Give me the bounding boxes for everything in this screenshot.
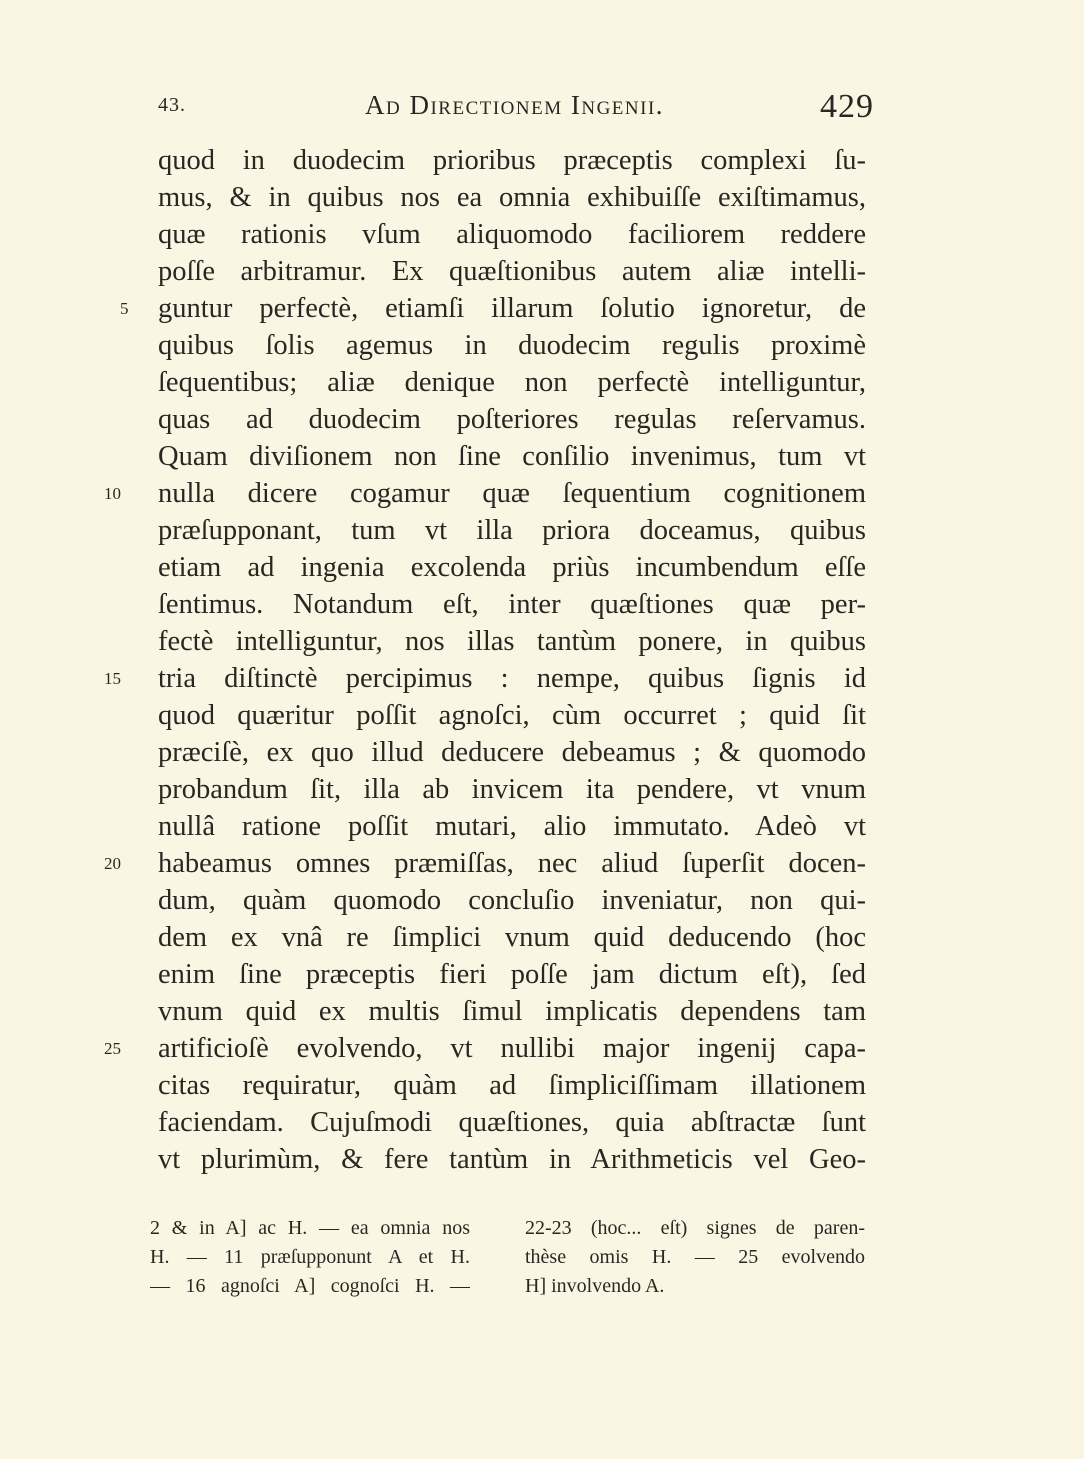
footnotes-right-column (525, 1214, 865, 1301)
footnote-line: 22-23 (hoc... eſt) signes de paren- (525, 1217, 865, 1239)
text-line: poſſe arbitramur. Ex quæſtionibus autem aliæ intelli- (158, 256, 866, 287)
text-line: probandum ſit, illa ab invicem ita pendere, vt vnum (158, 774, 866, 805)
line-number: 10 (104, 484, 121, 503)
footnote-line: H] involvendo A. (525, 1275, 665, 1297)
text-line: enim ſine præceptis fieri poſſe jam dictum eſt), ſed (158, 959, 866, 990)
text-line: faciendam. Cujuſmodi quæſtiones, quia abſtractæ ſunt (158, 1107, 866, 1138)
line-number: 20 (104, 854, 121, 873)
page-number: 429 (820, 88, 874, 125)
text-line: quæ rationis vſum aliquomodo faciliorem reddere (158, 219, 866, 250)
text-line: tria diſtinctè percipimus : nempe, quibus ſignis id (158, 663, 866, 694)
footnotes (0, 1214, 1084, 1304)
text-line: Quam diviſionem non ſine conſilio invenimus, tum vt (158, 441, 866, 472)
text-line: dem ex vnâ re ſimplici vnum quid deducendo (hoc (158, 922, 866, 953)
text-line: ſentimus. Notandum eſt, inter quæſtiones quæ per- (158, 589, 866, 620)
text-line: habeamus omnes præmiſſas, nec aliud ſuperſit docen- (158, 848, 866, 879)
footnote-line: — 16 agnoſci A] cognoſci H. — (150, 1275, 470, 1297)
text-line: nullâ ratione poſſit mutari, alio immutato. Adeò vt (158, 811, 866, 842)
text-line: nulla dicere cogamur quæ ſequentium cognitionem (158, 478, 866, 509)
text-line: guntur perfectè, etiamſi illarum ſolutio ignoretur, de (158, 293, 866, 324)
running-title: Ad Directionem Ingenii. (365, 90, 665, 120)
footnote-line: 2 & in A] ac H. — ea omnia nos (150, 1217, 470, 1239)
footnotes-left-column (150, 1214, 470, 1301)
text-line: præſupponant, tum vt illa priora doceamus, quibus (158, 515, 866, 546)
text-line: præciſè, ex quo illud deducere debeamus ; & quomodo (158, 737, 866, 768)
text-line: etiam ad ingenia excolenda priùs incumbendum eſſe (158, 552, 866, 583)
text-line: ſequentibus; aliæ denique non perfectè intelliguntur, (158, 367, 866, 398)
text-line: quas ad duodecim poſteriores regulas reſervamus. (158, 404, 866, 435)
text-line: vt plurimùm, & fere tantùm in Arithmeticis vel Geo- (158, 1144, 866, 1175)
line-number: 25 (104, 1039, 121, 1058)
text-line: vnum quid ex multis ſimul implicatis dependens tam (158, 996, 866, 1027)
text-line: fectè intelliguntur, nos illas tantùm ponere, in quibus (158, 626, 866, 657)
text-line: quod in duodecim prioribus præceptis complexi ſu- (158, 145, 866, 176)
footnote-line: thèse omis H. — 25 evolvendo (525, 1246, 865, 1268)
section-number: 43. (158, 94, 186, 116)
text-line: quod quæritur poſſit agnoſci, cùm occurret ; quid ſit (158, 700, 866, 731)
text-line: mus, & in quibus nos ea omnia exhibuiſſe exiſtimamus, (158, 182, 866, 213)
line-number: 15 (104, 669, 121, 688)
text-line: dum, quàm quomodo concluſio inveniatur, non qui- (158, 885, 866, 916)
running-header (0, 90, 1084, 130)
text-line: citas requiratur, quàm ad ſimpliciſſimam illationem (158, 1070, 866, 1101)
text-line: quibus ſolis agemus in duodecim regulis proximè (158, 330, 866, 361)
line-number: 5 (120, 299, 129, 318)
footnote-line: H. — 11 præſupponunt A et H. (150, 1246, 470, 1268)
text-line: artificioſè evolvendo, vt nullibi major ingenij capa- (158, 1033, 866, 1064)
